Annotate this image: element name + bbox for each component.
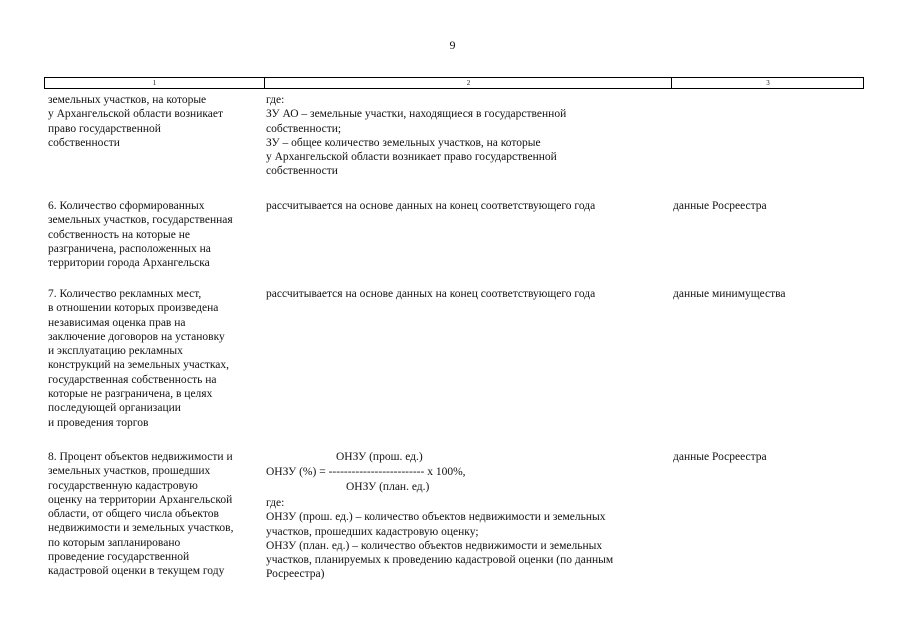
text-line: ОНЗУ (план. ед.) – количество объектов недвижимости и земельных [266, 539, 603, 552]
row-2-method [266, 199, 595, 213]
page-number: 9 [449, 38, 456, 52]
table-header-row [44, 77, 864, 89]
text-line: данные Росреестра [673, 451, 767, 463]
text-line: ОНЗУ (прош. ед.) – количество объектов недвижимости и земельных [266, 511, 606, 524]
text-line: государственная собственность на [48, 373, 217, 386]
text-line: земельных участков, на которые [48, 94, 207, 106]
text-line: которые не разграничена, в целях [48, 388, 213, 401]
text-line: собственности [48, 136, 120, 149]
row-3-indicator [48, 287, 229, 430]
row-4-source [673, 450, 767, 464]
text-line: в отношении которых произведена [48, 302, 219, 315]
row-2-indicator [48, 199, 233, 270]
text-line: где: [266, 497, 285, 509]
text-line: недвижимости и земельных участков, [48, 522, 234, 535]
formula-line: ОНЗУ (%) = ------------------------- x 100%, [266, 466, 466, 478]
text-line: данные минимущества [673, 288, 786, 300]
text-line: 6. Количество сформированных [48, 200, 205, 212]
header-col-2: 2 [264, 78, 672, 88]
text-line: и проведения торгов [48, 416, 149, 429]
text-line: у Архангельской области возникает [48, 108, 223, 121]
text-line: и эксплуатацию рекламных [48, 345, 183, 358]
text-line: разграничена, расположенных на [48, 242, 211, 255]
text-line: право государственной [48, 122, 161, 135]
text-line: участков, планируемых к проведению кадастровой оценки (по данным [266, 554, 614, 567]
row-3-source [673, 287, 786, 301]
text-line: данные Росреестра [673, 200, 767, 212]
text-line: 7. Количество рекламных мест, [48, 288, 202, 300]
text-line: участков, прошедших кадастровую оценку; [266, 525, 479, 538]
text-line: территории города Архангельска [48, 257, 210, 270]
text-line: конструкций на земельных участках, [48, 359, 230, 372]
text-line: рассчитывается на основе данных на конец соответствующего года [266, 288, 596, 300]
text-line: земельных участков, прошедших [48, 465, 211, 478]
row-1-method [266, 93, 566, 179]
text-line: собственности [266, 165, 338, 178]
text-line: Росреестра) [266, 568, 325, 581]
row-4-method [266, 496, 613, 582]
text-line: заключение договоров на установку [48, 330, 225, 343]
formula-denominator: ОНЗУ (план. ед.) [346, 481, 430, 493]
text-line: собственности; [266, 122, 342, 135]
formula-numerator: ОНЗУ (прош. ед.) [336, 451, 423, 463]
text-line: ЗУ – общее количество земельных участков, на которые [266, 136, 541, 149]
row-1-indicator [48, 93, 223, 150]
text-line: собственность на которые не [48, 228, 190, 241]
text-line: проведение государственной [48, 551, 190, 564]
text-line: оценку на территории Архангельской [48, 493, 233, 506]
text-line: 8. Процент объектов недвижимости и [48, 451, 233, 463]
text-line: государственную кадастровую [48, 479, 198, 492]
text-line: последующей организации [48, 402, 181, 415]
header-col-1: 1 [152, 79, 157, 87]
text-line: у Архангельской области возникает право государственной [266, 151, 557, 164]
text-line: рассчитывается на основе данных на конец соответствующего года [266, 200, 596, 212]
text-line: независимая оценка прав на [48, 316, 186, 329]
text-line: ЗУ АО – земельные участки, находящиеся в государственной [266, 108, 567, 121]
row-2-source [673, 199, 767, 213]
header-col-3: 3 [671, 78, 864, 88]
row-4-indicator [48, 450, 234, 579]
text-line: земельных участков, государственная [48, 214, 233, 227]
text-line: по которым запланировано [48, 536, 181, 549]
text-line: где: [266, 94, 285, 106]
text-line: области, от общего числа объектов [48, 508, 219, 521]
text-line: кадастровой оценки в текущем году [48, 565, 225, 578]
row-3-method [266, 287, 595, 301]
